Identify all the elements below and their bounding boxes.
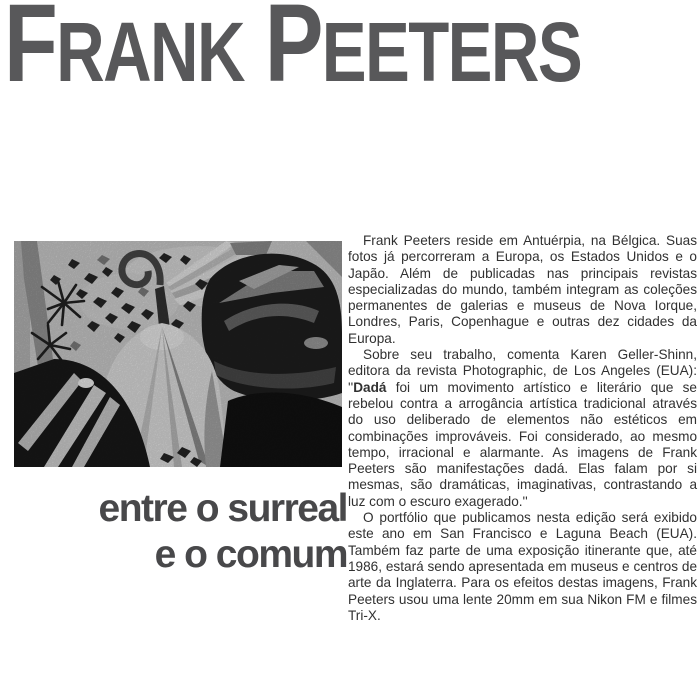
paragraph-quote	[348, 347, 697, 510]
paragraph-portfolio: O portfólio que publicamos nesta edição será exibido este ano em San Francisco e Laguna Beach (EUA). Também faz parte de uma exposição itinerante que, até 1986, estará sendo apresentada em museus e centros de arte da Inglaterra. Para os efeitos destas imagens, Frank Peeters usou uma lente 20mm em sua Nikon FM e filmes Tri-X.	[348, 510, 697, 623]
article-photo	[14, 241, 342, 467]
article-body	[348, 233, 697, 624]
title-initial-2: P	[264, 0, 322, 105]
title-rest-2: EETERS	[321, 5, 582, 99]
quote-body: foi um movimento artístico e literário que se rebelou contra a arrogância artística tradicional através do uso deliberado de elementos não estéticos em combinações improváveis. Foi considerado, ao mesmo tempo, irracional e alarmante. As imagens de Frank Peeters são manifestações dadá. Elas falam por si mesmas, são dramáticas, imaginativas, contrastando a luz com o escuro exagerado.''	[348, 379, 697, 509]
title-initial-1: F	[4, 0, 57, 105]
subtitle-line-2: e o comum	[154, 533, 347, 576]
title-rest-1: RANK	[56, 5, 244, 99]
quote-lead-in: Sobre seu trabalho, comenta Karen Geller-Shinn, editora da revista Photographic, de Los Angeles (EUA): ''	[348, 347, 697, 395]
paragraph-intro: Frank Peeters reside em Antuérpia, na Bélgica. Suas fotos já percorreram a Europa, os Estados Unidos e o Japão. Além de publicadas nas principais revistas especializadas do mundo, também integram as coleções permanentes de galerias e museus de Nova Iorque, Londres, Paris, Copenhague e outras dez cidades da Europa.	[348, 233, 697, 346]
surreal-photo-image	[14, 241, 342, 467]
article-subtitle	[0, 486, 347, 578]
subtitle-line-1: entre o surreal	[98, 487, 347, 530]
quote-bold-term: Dadá	[353, 379, 387, 395]
page-title	[4, 0, 581, 120]
